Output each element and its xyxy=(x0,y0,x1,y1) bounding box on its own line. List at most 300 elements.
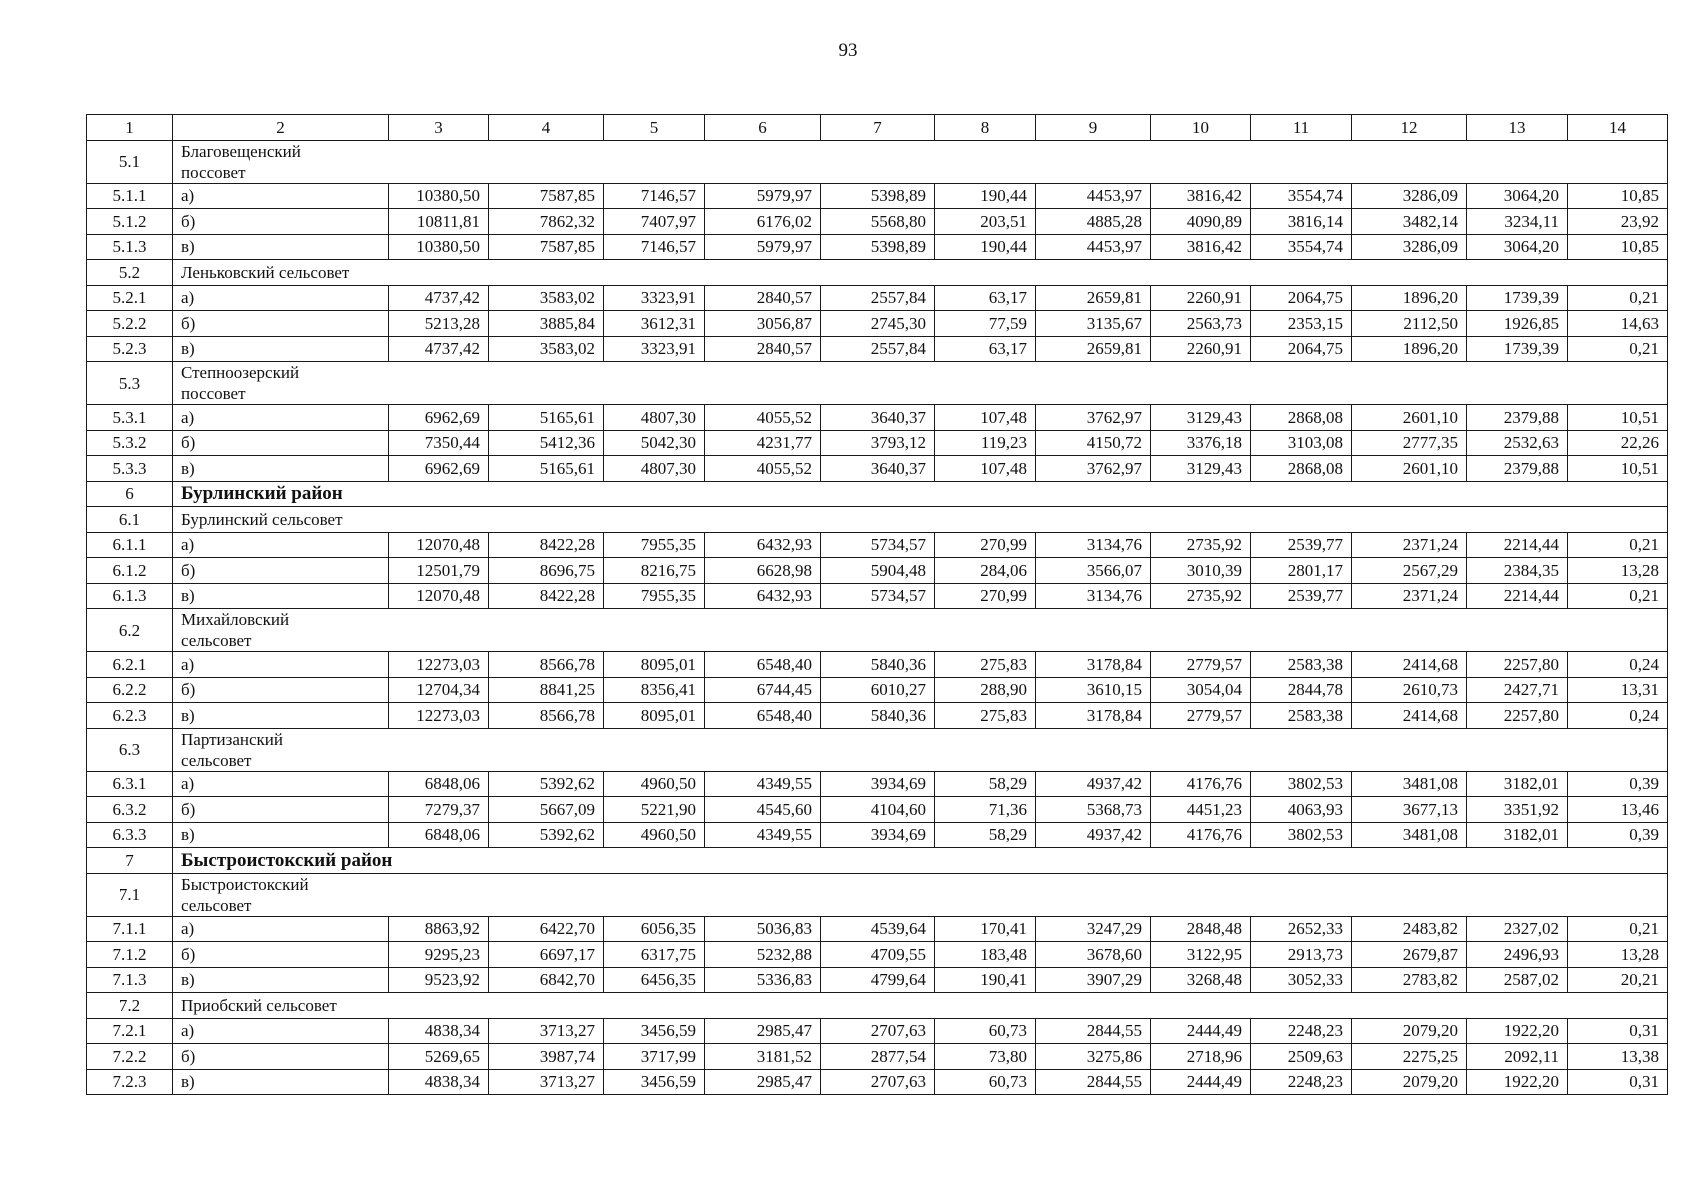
value-cell: 22,26 xyxy=(1568,430,1668,456)
row-number: 6.2.1 xyxy=(87,652,173,678)
value-cell: 4709,55 xyxy=(821,942,935,968)
row-number: 6.3.1 xyxy=(87,771,173,797)
value-cell: 4937,42 xyxy=(1036,822,1151,848)
row-number: 6.3 xyxy=(87,728,173,771)
value-cell: 2745,30 xyxy=(821,311,935,337)
variant-label: б) xyxy=(173,677,389,703)
value-cell: 5979,97 xyxy=(705,234,821,260)
value-cell: 5398,89 xyxy=(821,234,935,260)
table-row xyxy=(87,532,1668,558)
value-cell: 3713,27 xyxy=(489,1018,604,1044)
value-cell: 2414,68 xyxy=(1352,652,1467,678)
value-cell: 270,99 xyxy=(935,583,1036,609)
value-cell: 3481,08 xyxy=(1352,822,1467,848)
row-number: 7 xyxy=(87,848,173,874)
variant-label: а) xyxy=(173,916,389,942)
value-cell: 2601,10 xyxy=(1352,456,1467,482)
value-cell: 8696,75 xyxy=(489,558,604,584)
value-cell: 7587,85 xyxy=(489,234,604,260)
district-row xyxy=(87,481,1668,507)
value-cell: 4960,50 xyxy=(604,822,705,848)
row-number: 6.1.3 xyxy=(87,583,173,609)
value-cell: 2260,91 xyxy=(1151,285,1251,311)
value-cell: 12273,03 xyxy=(389,652,489,678)
value-cell: 2877,54 xyxy=(821,1044,935,1070)
value-cell: 14,63 xyxy=(1568,311,1668,337)
value-cell: 4799,64 xyxy=(821,967,935,993)
table-row xyxy=(87,652,1668,678)
settlement-name: Приобский сельсовет xyxy=(173,993,1668,1019)
value-cell: 3802,53 xyxy=(1251,822,1352,848)
column-header: 2 xyxy=(173,115,389,141)
table-body xyxy=(87,115,1668,1095)
value-cell: 2563,73 xyxy=(1151,311,1251,337)
value-cell: 13,31 xyxy=(1568,677,1668,703)
row-number: 6 xyxy=(87,481,173,507)
row-number: 5.1.1 xyxy=(87,183,173,209)
value-cell: 3275,86 xyxy=(1036,1044,1151,1070)
value-cell: 8095,01 xyxy=(604,703,705,729)
value-cell: 7146,57 xyxy=(604,234,705,260)
settlement-row xyxy=(87,260,1668,286)
value-cell: 6176,02 xyxy=(705,209,821,235)
value-cell: 2444,49 xyxy=(1151,1069,1251,1095)
value-cell: 10,85 xyxy=(1568,183,1668,209)
value-cell: 7955,35 xyxy=(604,532,705,558)
value-cell: 6010,27 xyxy=(821,677,935,703)
table-row xyxy=(87,1044,1668,1070)
value-cell: 8566,78 xyxy=(489,703,604,729)
value-cell: 4090,89 xyxy=(1151,209,1251,235)
value-cell: 3182,01 xyxy=(1467,822,1568,848)
value-cell: 4055,52 xyxy=(705,405,821,431)
column-header: 14 xyxy=(1568,115,1668,141)
value-cell: 3816,42 xyxy=(1151,183,1251,209)
column-header: 11 xyxy=(1251,115,1352,141)
table-row xyxy=(87,942,1668,968)
value-cell: 2064,75 xyxy=(1251,336,1352,362)
value-cell: 170,41 xyxy=(935,916,1036,942)
variant-label: в) xyxy=(173,456,389,482)
row-number: 6.3.3 xyxy=(87,822,173,848)
value-cell: 3987,74 xyxy=(489,1044,604,1070)
variant-label: а) xyxy=(173,771,389,797)
value-cell: 7955,35 xyxy=(604,583,705,609)
value-cell: 3583,02 xyxy=(489,285,604,311)
value-cell: 3610,15 xyxy=(1036,677,1151,703)
value-cell: 5840,36 xyxy=(821,652,935,678)
table-row xyxy=(87,583,1668,609)
value-cell: 2844,55 xyxy=(1036,1069,1151,1095)
value-cell: 8863,92 xyxy=(389,916,489,942)
value-cell: 2583,38 xyxy=(1251,703,1352,729)
row-number: 6.2.2 xyxy=(87,677,173,703)
column-header: 12 xyxy=(1352,115,1467,141)
row-number: 6.3.2 xyxy=(87,797,173,823)
value-cell: 8422,28 xyxy=(489,532,604,558)
value-cell: 0,21 xyxy=(1568,285,1668,311)
value-cell: 3816,14 xyxy=(1251,209,1352,235)
variant-label: в) xyxy=(173,1069,389,1095)
value-cell: 10380,50 xyxy=(389,183,489,209)
value-cell: 3103,08 xyxy=(1251,430,1352,456)
row-number: 7.1.2 xyxy=(87,942,173,968)
value-cell: 2496,93 xyxy=(1467,942,1568,968)
settlement-row xyxy=(87,873,1668,916)
value-cell: 0,39 xyxy=(1568,822,1668,848)
table-row xyxy=(87,797,1668,823)
value-cell: 4349,55 xyxy=(705,822,821,848)
value-cell: 63,17 xyxy=(935,285,1036,311)
value-cell: 3134,76 xyxy=(1036,532,1151,558)
value-cell: 4150,72 xyxy=(1036,430,1151,456)
value-cell: 5269,65 xyxy=(389,1044,489,1070)
value-cell: 1739,39 xyxy=(1467,285,1568,311)
settlement-name: Партизанский сельсовет xyxy=(173,728,1668,771)
value-cell: 8216,75 xyxy=(604,558,705,584)
value-cell: 2427,71 xyxy=(1467,677,1568,703)
value-cell: 3481,08 xyxy=(1352,771,1467,797)
value-cell: 2659,81 xyxy=(1036,336,1151,362)
table-row xyxy=(87,822,1668,848)
value-cell: 190,44 xyxy=(935,183,1036,209)
table-row xyxy=(87,430,1668,456)
settlement-row xyxy=(87,362,1668,405)
settlement-name: Благовещенский поссовет xyxy=(173,140,1668,183)
column-header: 7 xyxy=(821,115,935,141)
value-cell: 5042,30 xyxy=(604,430,705,456)
value-cell: 4453,97 xyxy=(1036,183,1151,209)
value-cell: 2848,48 xyxy=(1151,916,1251,942)
value-cell: 8422,28 xyxy=(489,583,604,609)
value-cell: 5392,62 xyxy=(489,771,604,797)
value-cell: 8095,01 xyxy=(604,652,705,678)
column-header: 13 xyxy=(1467,115,1568,141)
value-cell: 1926,85 xyxy=(1467,311,1568,337)
value-cell: 284,06 xyxy=(935,558,1036,584)
value-cell: 2064,75 xyxy=(1251,285,1352,311)
value-cell: 1739,39 xyxy=(1467,336,1568,362)
row-number: 6.2 xyxy=(87,609,173,652)
column-header: 10 xyxy=(1151,115,1251,141)
value-cell: 270,99 xyxy=(935,532,1036,558)
variant-label: б) xyxy=(173,430,389,456)
value-cell: 5392,62 xyxy=(489,822,604,848)
value-cell: 10,51 xyxy=(1568,456,1668,482)
variant-label: а) xyxy=(173,405,389,431)
value-cell: 2557,84 xyxy=(821,336,935,362)
value-cell: 6317,75 xyxy=(604,942,705,968)
table-row xyxy=(87,336,1668,362)
row-number: 5.1 xyxy=(87,140,173,183)
value-cell: 2844,78 xyxy=(1251,677,1352,703)
column-header: 4 xyxy=(489,115,604,141)
value-cell: 3178,84 xyxy=(1036,652,1151,678)
value-cell: 6962,69 xyxy=(389,456,489,482)
value-cell: 23,92 xyxy=(1568,209,1668,235)
value-cell: 4451,23 xyxy=(1151,797,1251,823)
row-number: 7.2.1 xyxy=(87,1018,173,1044)
variant-label: а) xyxy=(173,183,389,209)
value-cell: 2539,77 xyxy=(1251,583,1352,609)
value-cell: 5398,89 xyxy=(821,183,935,209)
value-cell: 6422,70 xyxy=(489,916,604,942)
value-cell: 3640,37 xyxy=(821,456,935,482)
row-number: 5.2 xyxy=(87,260,173,286)
value-cell: 2913,73 xyxy=(1251,942,1352,968)
value-cell: 4176,76 xyxy=(1151,822,1251,848)
row-number: 6.2.3 xyxy=(87,703,173,729)
variant-label: в) xyxy=(173,583,389,609)
variant-label: б) xyxy=(173,311,389,337)
value-cell: 2779,57 xyxy=(1151,652,1251,678)
value-cell: 203,51 xyxy=(935,209,1036,235)
value-cell: 2214,44 xyxy=(1467,532,1568,558)
value-cell: 3064,20 xyxy=(1467,183,1568,209)
value-cell: 5568,80 xyxy=(821,209,935,235)
table-row xyxy=(87,967,1668,993)
value-cell: 0,39 xyxy=(1568,771,1668,797)
table-row xyxy=(87,456,1668,482)
value-cell: 2112,50 xyxy=(1352,311,1467,337)
table-row xyxy=(87,183,1668,209)
value-cell: 2275,25 xyxy=(1352,1044,1467,1070)
column-header: 8 xyxy=(935,115,1036,141)
value-cell: 2707,63 xyxy=(821,1069,935,1095)
table-row xyxy=(87,558,1668,584)
row-number: 6.1 xyxy=(87,507,173,533)
data-table xyxy=(86,114,1668,1095)
value-cell: 3052,33 xyxy=(1251,967,1352,993)
value-cell: 8566,78 xyxy=(489,652,604,678)
value-cell: 5904,48 xyxy=(821,558,935,584)
value-cell: 2679,87 xyxy=(1352,942,1467,968)
value-cell: 2371,24 xyxy=(1352,583,1467,609)
value-cell: 3135,67 xyxy=(1036,311,1151,337)
value-cell: 3129,43 xyxy=(1151,456,1251,482)
value-cell: 6848,06 xyxy=(389,771,489,797)
value-cell: 6432,93 xyxy=(705,583,821,609)
value-cell: 2509,63 xyxy=(1251,1044,1352,1070)
table-row xyxy=(87,405,1668,431)
value-cell: 0,21 xyxy=(1568,336,1668,362)
value-cell: 10811,81 xyxy=(389,209,489,235)
table-row xyxy=(87,1018,1668,1044)
value-cell: 3456,59 xyxy=(604,1018,705,1044)
value-cell: 5667,09 xyxy=(489,797,604,823)
settlement-name: Михайловский сельсовет xyxy=(173,609,1668,652)
value-cell: 2483,82 xyxy=(1352,916,1467,942)
column-header: 6 xyxy=(705,115,821,141)
variant-label: в) xyxy=(173,703,389,729)
variant-label: а) xyxy=(173,1018,389,1044)
value-cell: 58,29 xyxy=(935,822,1036,848)
variant-label: б) xyxy=(173,942,389,968)
value-cell: 3286,09 xyxy=(1352,234,1467,260)
row-number: 6.1.2 xyxy=(87,558,173,584)
value-cell: 2610,73 xyxy=(1352,677,1467,703)
value-cell: 2659,81 xyxy=(1036,285,1151,311)
variant-label: в) xyxy=(173,967,389,993)
value-cell: 2379,88 xyxy=(1467,456,1568,482)
value-cell: 1896,20 xyxy=(1352,285,1467,311)
value-cell: 6848,06 xyxy=(389,822,489,848)
value-cell: 7146,57 xyxy=(604,183,705,209)
value-cell: 183,48 xyxy=(935,942,1036,968)
value-cell: 4807,30 xyxy=(604,405,705,431)
value-cell: 2539,77 xyxy=(1251,532,1352,558)
value-cell: 6628,98 xyxy=(705,558,821,584)
value-cell: 2779,57 xyxy=(1151,703,1251,729)
value-cell: 3802,53 xyxy=(1251,771,1352,797)
variant-label: б) xyxy=(173,797,389,823)
row-number: 7.1 xyxy=(87,873,173,916)
value-cell: 2718,96 xyxy=(1151,1044,1251,1070)
value-cell: 2587,02 xyxy=(1467,967,1568,993)
column-header: 5 xyxy=(604,115,705,141)
value-cell: 2557,84 xyxy=(821,285,935,311)
value-cell: 2353,15 xyxy=(1251,311,1352,337)
value-cell: 3816,42 xyxy=(1151,234,1251,260)
value-cell: 12273,03 xyxy=(389,703,489,729)
value-cell: 6456,35 xyxy=(604,967,705,993)
value-cell: 3678,60 xyxy=(1036,942,1151,968)
value-cell: 3907,29 xyxy=(1036,967,1151,993)
value-cell: 2868,08 xyxy=(1251,405,1352,431)
value-cell: 4960,50 xyxy=(604,771,705,797)
district-name: Бурлинский район xyxy=(173,481,1668,507)
value-cell: 4838,34 xyxy=(389,1069,489,1095)
table-row xyxy=(87,1069,1668,1095)
value-cell: 3677,13 xyxy=(1352,797,1467,823)
table-row xyxy=(87,285,1668,311)
value-cell: 3323,91 xyxy=(604,285,705,311)
value-cell: 60,73 xyxy=(935,1069,1036,1095)
value-cell: 5221,90 xyxy=(604,797,705,823)
value-cell: 3122,95 xyxy=(1151,942,1251,968)
row-number: 5.3.3 xyxy=(87,456,173,482)
variant-label: а) xyxy=(173,285,389,311)
district-row xyxy=(87,848,1668,874)
settlement-row xyxy=(87,993,1668,1019)
row-number: 7.2 xyxy=(87,993,173,1019)
value-cell: 4539,64 xyxy=(821,916,935,942)
settlement-name: Быстроистокский сельсовет xyxy=(173,873,1668,916)
value-cell: 2444,49 xyxy=(1151,1018,1251,1044)
table-row xyxy=(87,916,1668,942)
value-cell: 5165,61 xyxy=(489,456,604,482)
value-cell: 2379,88 xyxy=(1467,405,1568,431)
value-cell: 2257,80 xyxy=(1467,703,1568,729)
value-cell: 4885,28 xyxy=(1036,209,1151,235)
value-cell: 4055,52 xyxy=(705,456,821,482)
value-cell: 13,46 xyxy=(1568,797,1668,823)
variant-label: б) xyxy=(173,209,389,235)
column-header: 9 xyxy=(1036,115,1151,141)
value-cell: 4063,93 xyxy=(1251,797,1352,823)
value-cell: 10,51 xyxy=(1568,405,1668,431)
value-cell: 9523,92 xyxy=(389,967,489,993)
value-cell: 3640,37 xyxy=(821,405,935,431)
value-cell: 2844,55 xyxy=(1036,1018,1151,1044)
value-cell: 3181,52 xyxy=(705,1044,821,1070)
value-cell: 2801,17 xyxy=(1251,558,1352,584)
value-cell: 3351,92 xyxy=(1467,797,1568,823)
value-cell: 77,59 xyxy=(935,311,1036,337)
table-row xyxy=(87,771,1668,797)
page-number: 93 xyxy=(838,40,858,61)
table-row xyxy=(87,703,1668,729)
value-cell: 2707,63 xyxy=(821,1018,935,1044)
value-cell: 5840,36 xyxy=(821,703,935,729)
value-cell: 12704,34 xyxy=(389,677,489,703)
value-cell: 12070,48 xyxy=(389,532,489,558)
value-cell: 4838,34 xyxy=(389,1018,489,1044)
value-cell: 0,31 xyxy=(1568,1018,1668,1044)
value-cell: 63,17 xyxy=(935,336,1036,362)
value-cell: 3793,12 xyxy=(821,430,935,456)
value-cell: 2735,92 xyxy=(1151,532,1251,558)
variant-label: б) xyxy=(173,1044,389,1070)
row-number: 5.2.1 xyxy=(87,285,173,311)
value-cell: 3056,87 xyxy=(705,311,821,337)
value-cell: 13,28 xyxy=(1568,558,1668,584)
value-cell: 2985,47 xyxy=(705,1018,821,1044)
value-cell: 0,21 xyxy=(1568,916,1668,942)
value-cell: 3554,74 xyxy=(1251,234,1352,260)
district-name: Быстроистокский район xyxy=(173,848,1668,874)
value-cell: 4737,42 xyxy=(389,285,489,311)
value-cell: 5368,73 xyxy=(1036,797,1151,823)
value-cell: 3010,39 xyxy=(1151,558,1251,584)
value-cell: 7350,44 xyxy=(389,430,489,456)
value-cell: 0,24 xyxy=(1568,703,1668,729)
value-cell: 3717,99 xyxy=(604,1044,705,1070)
value-cell: 5213,28 xyxy=(389,311,489,337)
variant-label: б) xyxy=(173,558,389,584)
value-cell: 3566,07 xyxy=(1036,558,1151,584)
value-cell: 5412,36 xyxy=(489,430,604,456)
value-cell: 3182,01 xyxy=(1467,771,1568,797)
value-cell: 5734,57 xyxy=(821,532,935,558)
value-cell: 3323,91 xyxy=(604,336,705,362)
value-cell: 2079,20 xyxy=(1352,1069,1467,1095)
settlement-row xyxy=(87,507,1668,533)
value-cell: 5979,97 xyxy=(705,183,821,209)
value-cell: 4176,76 xyxy=(1151,771,1251,797)
value-cell: 2257,80 xyxy=(1467,652,1568,678)
table-row xyxy=(87,677,1668,703)
value-cell: 3129,43 xyxy=(1151,405,1251,431)
value-cell: 190,41 xyxy=(935,967,1036,993)
value-cell: 1922,20 xyxy=(1467,1018,1568,1044)
variant-label: в) xyxy=(173,822,389,848)
value-cell: 6744,45 xyxy=(705,677,821,703)
value-cell: 20,21 xyxy=(1568,967,1668,993)
value-cell: 73,80 xyxy=(935,1044,1036,1070)
value-cell: 4545,60 xyxy=(705,797,821,823)
value-cell: 2840,57 xyxy=(705,285,821,311)
value-cell: 2567,29 xyxy=(1352,558,1467,584)
value-cell: 13,28 xyxy=(1568,942,1668,968)
settlement-row xyxy=(87,609,1668,652)
value-cell: 3064,20 xyxy=(1467,234,1568,260)
value-cell: 8841,25 xyxy=(489,677,604,703)
value-cell: 2384,35 xyxy=(1467,558,1568,584)
value-cell: 3376,18 xyxy=(1151,430,1251,456)
value-cell: 3268,48 xyxy=(1151,967,1251,993)
value-cell: 2985,47 xyxy=(705,1069,821,1095)
